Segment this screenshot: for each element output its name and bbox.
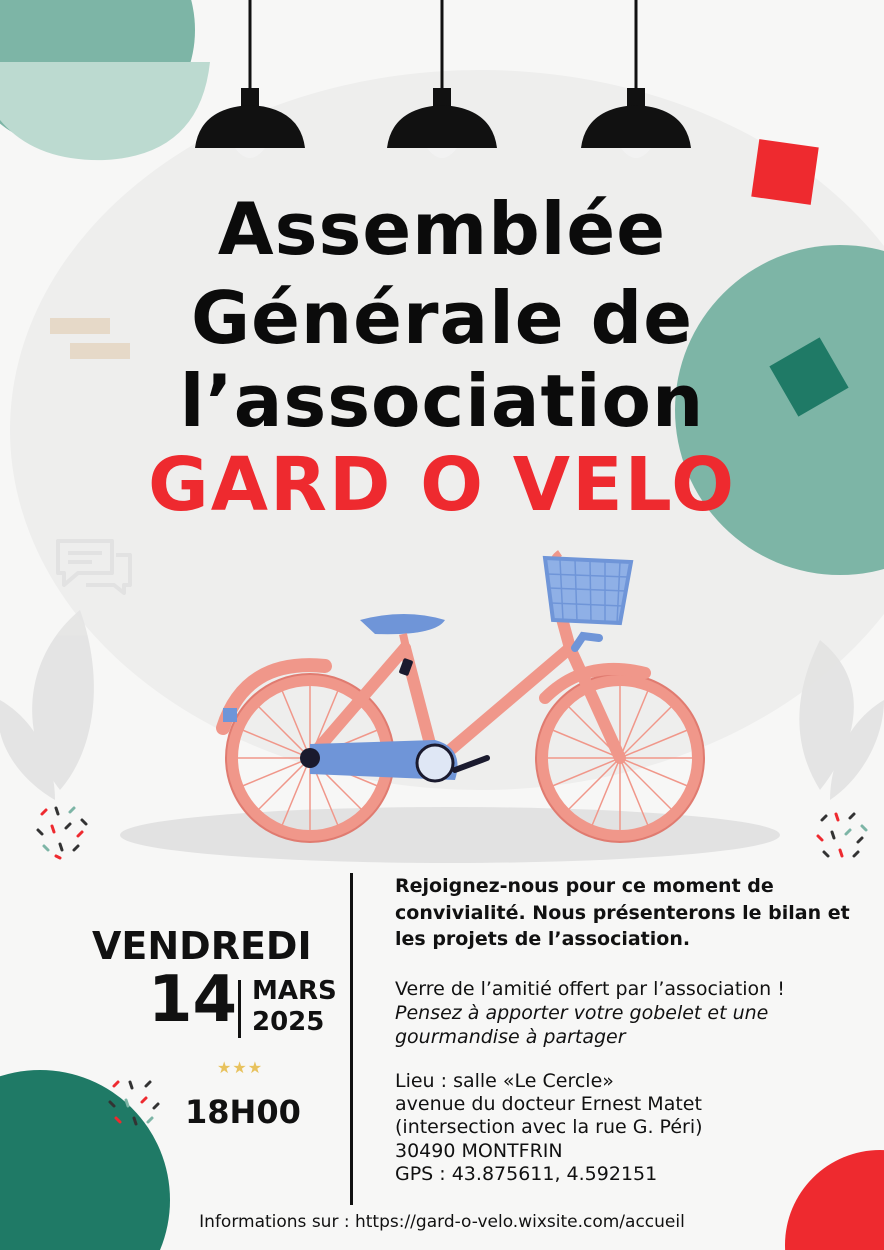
leaf-icon-left — [0, 610, 94, 800]
city-line: 30490 MONTFRIN — [395, 1139, 563, 1162]
association-name: GARD O VELO — [147, 442, 737, 528]
event-weekday: VENDREDI — [92, 924, 312, 968]
column-divider — [350, 873, 353, 1205]
decorative-stars: ★★★ — [217, 1058, 264, 1077]
pendant-lamp-icon — [190, 0, 310, 170]
teal-band-top-left — [0, 62, 210, 160]
bring-line: Pensez à apporter votre gobelet et une gourmandise à partager — [395, 1001, 769, 1048]
gps-line: GPS : 43.875611, 4.592151 — [395, 1162, 658, 1185]
pendant-lamp-icon — [576, 0, 696, 170]
chat-bubble-icon — [52, 535, 136, 597]
date-divider — [238, 980, 241, 1038]
event-month-year — [252, 976, 337, 1038]
street-line: avenue du docteur Ernest Matet — [395, 1093, 702, 1116]
leaf-icon-right — [799, 640, 884, 800]
venue-line: Lieu : salle «Le Cercle» — [395, 1070, 614, 1092]
info-link[interactable]: Informations sur : https://gard-o-velo.wixsite.com/accueil — [199, 1212, 685, 1232]
pendant-lamp-icon — [382, 0, 502, 170]
basket — [545, 558, 631, 623]
bicycle-icon — [215, 548, 715, 848]
confetti-icon — [32, 802, 94, 862]
title-line-1: Assemblée — [217, 187, 667, 271]
event-month: MARS — [252, 976, 337, 1006]
drink-info — [395, 978, 865, 1049]
title-line-2: Générale de — [190, 276, 694, 360]
confetti-icon — [104, 1076, 164, 1132]
title-line-3: l’association — [179, 359, 705, 443]
invitation-lead: Rejoignez-nous pour ce moment de convivialité. Nous présenterons le bilan et les projets de l’association. — [395, 875, 850, 951]
drink-line: Verre de l’amitié offert par l’association ! — [395, 978, 785, 1000]
event-time: 18H00 — [185, 1093, 301, 1131]
venue-address — [395, 1070, 865, 1186]
event-year: 2025 — [252, 1007, 325, 1038]
intersection-line: (intersection avec la rue G. Péri) — [395, 1116, 703, 1139]
confetti-icon — [812, 808, 874, 868]
event-day-number: 14 — [148, 963, 238, 1037]
